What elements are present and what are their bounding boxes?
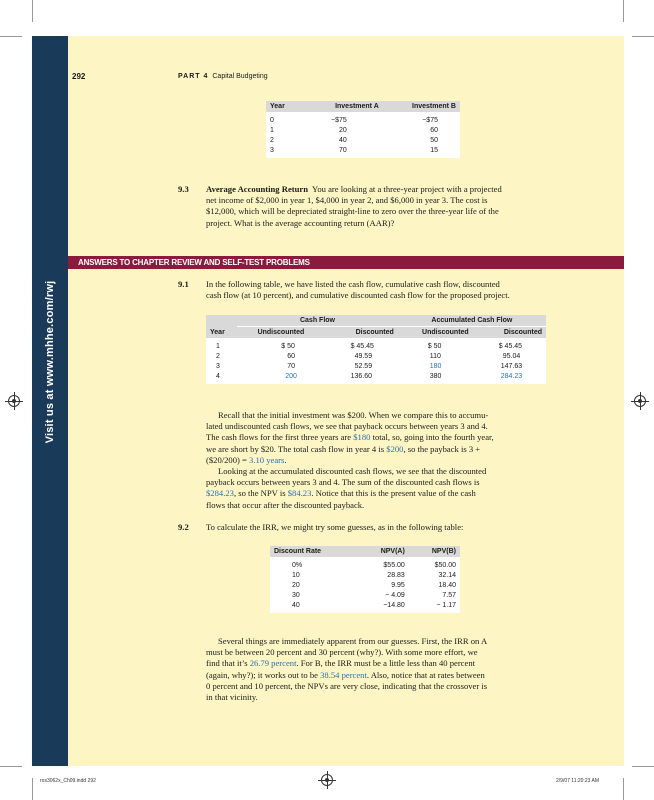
registration-mark-icon bbox=[634, 395, 646, 407]
table-cell: 147.63 bbox=[500, 362, 523, 370]
sidebar-url: Visit us at www.mhhe.com/rwj bbox=[44, 280, 56, 444]
text-span: . Notice that this is the present value of the cash bbox=[311, 488, 476, 499]
text-line: must be between 20 percent and 30 percent (why?). With some more effort, we bbox=[206, 647, 478, 658]
table-cell: 2 bbox=[270, 136, 274, 144]
table-cell: $50.00 bbox=[434, 561, 456, 569]
table-cell: 52.59 bbox=[354, 362, 373, 370]
text-span: , so the payback is 3 + bbox=[403, 443, 481, 454]
highlight-value: 38.54 percent bbox=[320, 669, 367, 680]
highlight-value: $200 bbox=[386, 443, 404, 454]
table-cell: 3 bbox=[270, 146, 274, 154]
crop-mark bbox=[32, 0, 33, 22]
table-cell: 30 bbox=[292, 591, 300, 599]
table-cell: 70 bbox=[287, 362, 296, 370]
table-row bbox=[206, 338, 546, 351]
text-span: The cash flows for the first three years are bbox=[206, 432, 354, 443]
table-row bbox=[270, 590, 460, 600]
answer-text bbox=[206, 279, 576, 301]
print-timestamp: 2/9/07 11:20:23 AM bbox=[556, 778, 599, 784]
table-row bbox=[270, 570, 460, 580]
answer-text: To calculate the IRR, we might try some guesses, as in the following table: bbox=[206, 522, 464, 532]
table-row bbox=[270, 580, 460, 590]
table-header-row bbox=[206, 327, 546, 339]
crop-mark bbox=[623, 0, 624, 22]
text-line bbox=[206, 658, 576, 669]
text-span: total, so, going into the fourth year, bbox=[370, 432, 494, 443]
table-cell: 70 bbox=[338, 146, 347, 154]
answer-number: 9.1 bbox=[178, 279, 189, 289]
highlight-value: $284.23 bbox=[206, 488, 234, 499]
column-header: Investment A bbox=[300, 101, 383, 112]
table-cell: 18.40 bbox=[438, 581, 456, 589]
column-header: NPV(A) bbox=[358, 546, 409, 557]
table-row bbox=[206, 371, 546, 384]
text-line bbox=[206, 444, 576, 455]
registration-mark-icon bbox=[321, 774, 333, 786]
text-line: lated undiscounted cash flows, we see that payback occurs between years 3 and 4. bbox=[206, 421, 488, 432]
text-line bbox=[206, 432, 576, 443]
answer-body bbox=[206, 410, 576, 511]
column-header: Undiscounted bbox=[237, 327, 324, 339]
table-cell: 380 bbox=[429, 372, 442, 380]
table-cell: 28.83 bbox=[387, 571, 405, 579]
text-line: Recall that the initial investment was $200. When we compare this to accumu- bbox=[218, 410, 489, 420]
crop-mark bbox=[32, 778, 33, 800]
table-cell: 200 bbox=[285, 372, 297, 380]
table-row bbox=[270, 557, 460, 570]
table-cell: 20 bbox=[338, 126, 347, 134]
table-cell: −14.80 bbox=[383, 601, 405, 609]
column-header: Discounted bbox=[473, 327, 546, 339]
answer-number: 9.2 bbox=[178, 522, 189, 532]
table-header-row bbox=[270, 546, 460, 557]
text-line: Several things are immediately apparent from our guesses. First, the IRR on A bbox=[218, 636, 488, 646]
table-row bbox=[266, 125, 460, 135]
table-cell: 40 bbox=[338, 136, 347, 144]
table-cell: 9.95 bbox=[391, 581, 405, 589]
table-cell: 15 bbox=[430, 146, 438, 154]
text-line: payback occurs between years 3 and 4. The sum of the discounted cash flows is bbox=[206, 477, 480, 488]
table-cell: − 4.09 bbox=[385, 591, 405, 599]
table-group-header-row bbox=[206, 315, 546, 327]
group-header: Accumulated Cash Flow bbox=[398, 315, 546, 327]
table-cell: 40 bbox=[292, 601, 300, 609]
text-span: (again, why?); it works out to be bbox=[206, 669, 321, 680]
text-line: in that vicinity. bbox=[206, 692, 258, 703]
table-cell: −$75 bbox=[422, 116, 438, 124]
table-cell: $ 45.45 bbox=[350, 342, 374, 350]
text-line bbox=[206, 488, 576, 499]
column-header: Discounted bbox=[325, 327, 398, 339]
table-cell: 3 bbox=[216, 362, 220, 370]
table-cell: 95.04 bbox=[502, 352, 521, 360]
table-cell: 0% bbox=[292, 561, 303, 569]
text-span: . Also, notice that at rates between bbox=[366, 669, 485, 680]
group-header: Cash Flow bbox=[237, 315, 398, 327]
text-span: . bbox=[284, 454, 287, 465]
text-line: cash flow (at 10 percent), and cumulative discounted cash flow for the proposed project. bbox=[206, 290, 510, 301]
table-cell: 7.57 bbox=[442, 591, 456, 599]
text-line bbox=[206, 455, 576, 466]
table-cell: 50 bbox=[430, 136, 438, 144]
text-line: $12,000, which will be depreciated straight-line to zero over the three-year life of the bbox=[206, 206, 499, 217]
highlight-value: $84.23 bbox=[287, 488, 312, 499]
table-cell: 2 bbox=[216, 352, 220, 360]
table-cell: $ 50 bbox=[281, 342, 295, 350]
table-cell: 136.60 bbox=[350, 372, 372, 380]
registration-mark-icon bbox=[8, 395, 20, 407]
crop-mark bbox=[623, 778, 624, 800]
table-header-row bbox=[266, 101, 460, 112]
table-cell: − 1.17 bbox=[436, 601, 456, 609]
table-cell: 32.14 bbox=[438, 571, 456, 579]
running-header bbox=[178, 73, 268, 80]
text-span: . For B, the IRR must be a little less than 40 percent bbox=[296, 658, 475, 669]
crop-mark bbox=[632, 36, 654, 37]
table-cell: 284.23 bbox=[500, 372, 523, 380]
text-line: 0 percent and 10 percent, the NPVs are very close, indicating that the crossover is bbox=[206, 680, 488, 691]
investment-table bbox=[266, 101, 460, 158]
file-slug: ros3062x_Ch09.indd 292 bbox=[40, 778, 96, 784]
table-row bbox=[206, 361, 546, 371]
table-row bbox=[206, 351, 546, 361]
highlight-value: $180 bbox=[353, 432, 371, 443]
table-cell: 1 bbox=[216, 342, 220, 350]
table-cell: −$75 bbox=[330, 116, 347, 124]
table-cell: $ 45.45 bbox=[498, 342, 523, 350]
section-title: ANSWERS TO CHAPTER REVIEW AND SELF-TEST PROBLEMS bbox=[78, 258, 310, 267]
crop-mark bbox=[632, 766, 654, 767]
problem-number: 9.3 bbox=[178, 184, 189, 194]
table-cell: 4 bbox=[216, 372, 220, 380]
problem-text bbox=[206, 184, 576, 229]
irr-guess-table bbox=[270, 546, 460, 613]
highlight-value: 3.10 years bbox=[249, 454, 285, 465]
blank-header bbox=[206, 315, 237, 327]
crop-mark bbox=[0, 36, 22, 37]
text-line bbox=[206, 184, 576, 195]
table-cell: $55.00 bbox=[383, 561, 405, 569]
table-cell: 180 bbox=[429, 362, 442, 370]
cash-flow-table bbox=[206, 315, 546, 384]
table-cell: 49.59 bbox=[354, 352, 373, 360]
table-cell: 110 bbox=[429, 352, 441, 360]
text-span: ($20/200) = bbox=[206, 454, 250, 465]
column-header: NPV(B) bbox=[409, 546, 460, 557]
table-cell: 0 bbox=[270, 116, 274, 124]
text-line: Looking at the accumulated discounted cash flows, we see that the discounted bbox=[218, 466, 487, 477]
highlight-value: 26.79 percent bbox=[249, 658, 297, 669]
text-span: You are looking at a three-year project with a projected bbox=[311, 184, 502, 194]
table-cell: 10 bbox=[292, 571, 300, 579]
text-line: net income of $2,000 in year 1, $4,000 in year 2, and $6,000 in year 3. The cost is bbox=[206, 195, 488, 206]
crop-mark bbox=[0, 766, 22, 767]
table-cell: 60 bbox=[287, 352, 296, 360]
table-cell: $ 50 bbox=[427, 342, 442, 350]
table-row bbox=[266, 135, 460, 145]
table-row bbox=[266, 145, 460, 158]
table-cell: 1 bbox=[270, 126, 274, 134]
column-header: Discount Rate bbox=[270, 546, 358, 557]
text-span: , so the NPV is bbox=[233, 488, 288, 499]
page-number: 292 bbox=[72, 72, 86, 81]
text-line: flows that occur after the discounted payback. bbox=[206, 499, 365, 510]
table-row bbox=[266, 112, 460, 125]
text-line: project. What is the average accounting return (AAR)? bbox=[206, 217, 395, 228]
table-cell: 20 bbox=[292, 581, 300, 589]
problem-title: Average Accounting Return bbox=[206, 184, 308, 194]
part-title: Capital Budgeting bbox=[212, 73, 268, 80]
column-header: Year bbox=[206, 327, 237, 339]
column-header: Undiscounted bbox=[398, 327, 473, 339]
column-header: Year bbox=[266, 101, 300, 112]
text-line: In the following table, we have listed the cash flow, cumulative cash flow, discounted bbox=[206, 279, 500, 289]
part-label: PART 4 bbox=[178, 73, 209, 80]
text-span: find that it’s bbox=[206, 658, 250, 669]
column-header: Investment B bbox=[383, 101, 460, 112]
answer-body bbox=[206, 636, 576, 703]
text-line bbox=[206, 670, 576, 681]
table-cell: 60 bbox=[430, 126, 438, 134]
table-row bbox=[270, 600, 460, 613]
text-span: we are short by $20. The total cash flow in year 4 is bbox=[206, 443, 387, 454]
